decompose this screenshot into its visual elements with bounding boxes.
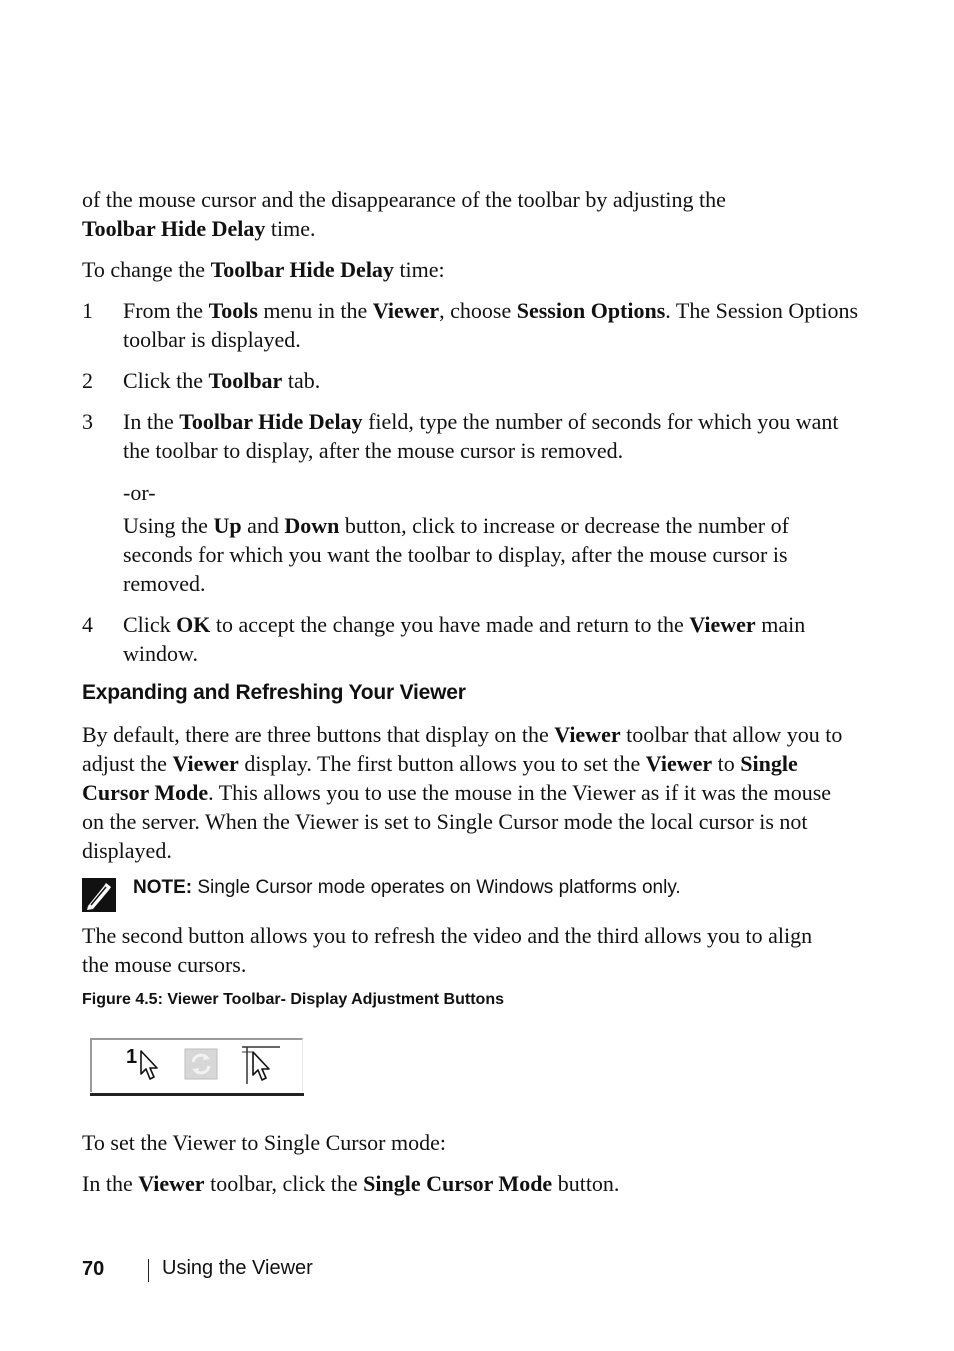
step-text: From the Tools menu in the Viewer, choose Session Options. The Session Options toolbar is displayed. — [123, 298, 859, 352]
step-number: 4 — [82, 612, 93, 637]
step-3-or: -or- — [123, 480, 156, 505]
toolbar-baseline — [90, 1093, 304, 1096]
refresh-video-button[interactable] — [183, 1046, 219, 1082]
footer-divider — [148, 1259, 149, 1282]
cursor-arrow-icon — [139, 1050, 161, 1082]
note-pencil-icon — [82, 878, 116, 912]
body-paragraph-1: By default, there are three buttons that display on the Viewer toolbar that allow you to adjust the Viewer display. The first button allows you to set the Viewer to Single Cursor Mode. This allows you to use the mouse in the Viewer as if it was the mouse on the server. When the Viewer is set to Single Cursor mode the local cursor is not displayed. — [82, 722, 843, 863]
single-cursor-glyph: 1 — [126, 1046, 138, 1068]
step-3-alternative: Using the Up and Down button, click to increase or decrease the number of seconds for which you want the toolbar to display, after the mouse cursor is removed. — [123, 513, 789, 596]
align-cursor-icon — [240, 1044, 282, 1086]
change-intro: To change the Toolbar Hide Delay time: — [82, 257, 445, 282]
step-number: 2 — [82, 368, 93, 393]
viewer-toolbar-figure — [90, 1038, 302, 1096]
body-paragraph-2: The second button allows you to refresh the video and the third allows you to align the mouse cursors. — [82, 923, 813, 977]
refresh-icon — [183, 1046, 219, 1082]
step-text: Click OK to accept the change you have made and return to the Viewer main window. — [123, 612, 806, 666]
final-instruction: In the Viewer toolbar, click the Single Cursor Mode button. — [82, 1171, 620, 1196]
step-number: 3 — [82, 409, 93, 434]
figure-caption: Figure 4.5: Viewer Toolbar- Display Adjustment Buttons — [82, 991, 504, 1008]
single-cursor-mode-button[interactable] — [124, 1046, 164, 1084]
step-text: In the Toolbar Hide Delay field, type the number of seconds for which you want the toolbar to display, after the mouse cursor is removed. — [123, 409, 839, 463]
note-text: NOTE: Single Cursor mode operates on Windows platforms only. — [133, 877, 681, 898]
page-number: 70 — [82, 1258, 105, 1280]
single-cursor-intro: To set the Viewer to Single Cursor mode: — [82, 1130, 446, 1155]
intro-line-1: of the mouse cursor and the disappearance of the toolbar by adjusting the — [82, 187, 726, 212]
footer-section-title: Using the Viewer — [162, 1257, 313, 1279]
note-label: NOTE: — [133, 877, 193, 898]
step-number: 1 — [82, 298, 93, 323]
intro-line-2: Toolbar Hide Delay time. — [82, 216, 316, 241]
step-3 — [82, 407, 862, 465]
align-cursors-button[interactable] — [240, 1044, 282, 1086]
step-2 — [82, 366, 862, 395]
section-heading: Expanding and Refreshing Your Viewer — [82, 681, 466, 704]
step-4 — [82, 610, 862, 668]
intro-paragraph — [82, 185, 872, 243]
step-text: Click the Toolbar tab. — [123, 368, 321, 393]
step-1 — [82, 296, 862, 354]
